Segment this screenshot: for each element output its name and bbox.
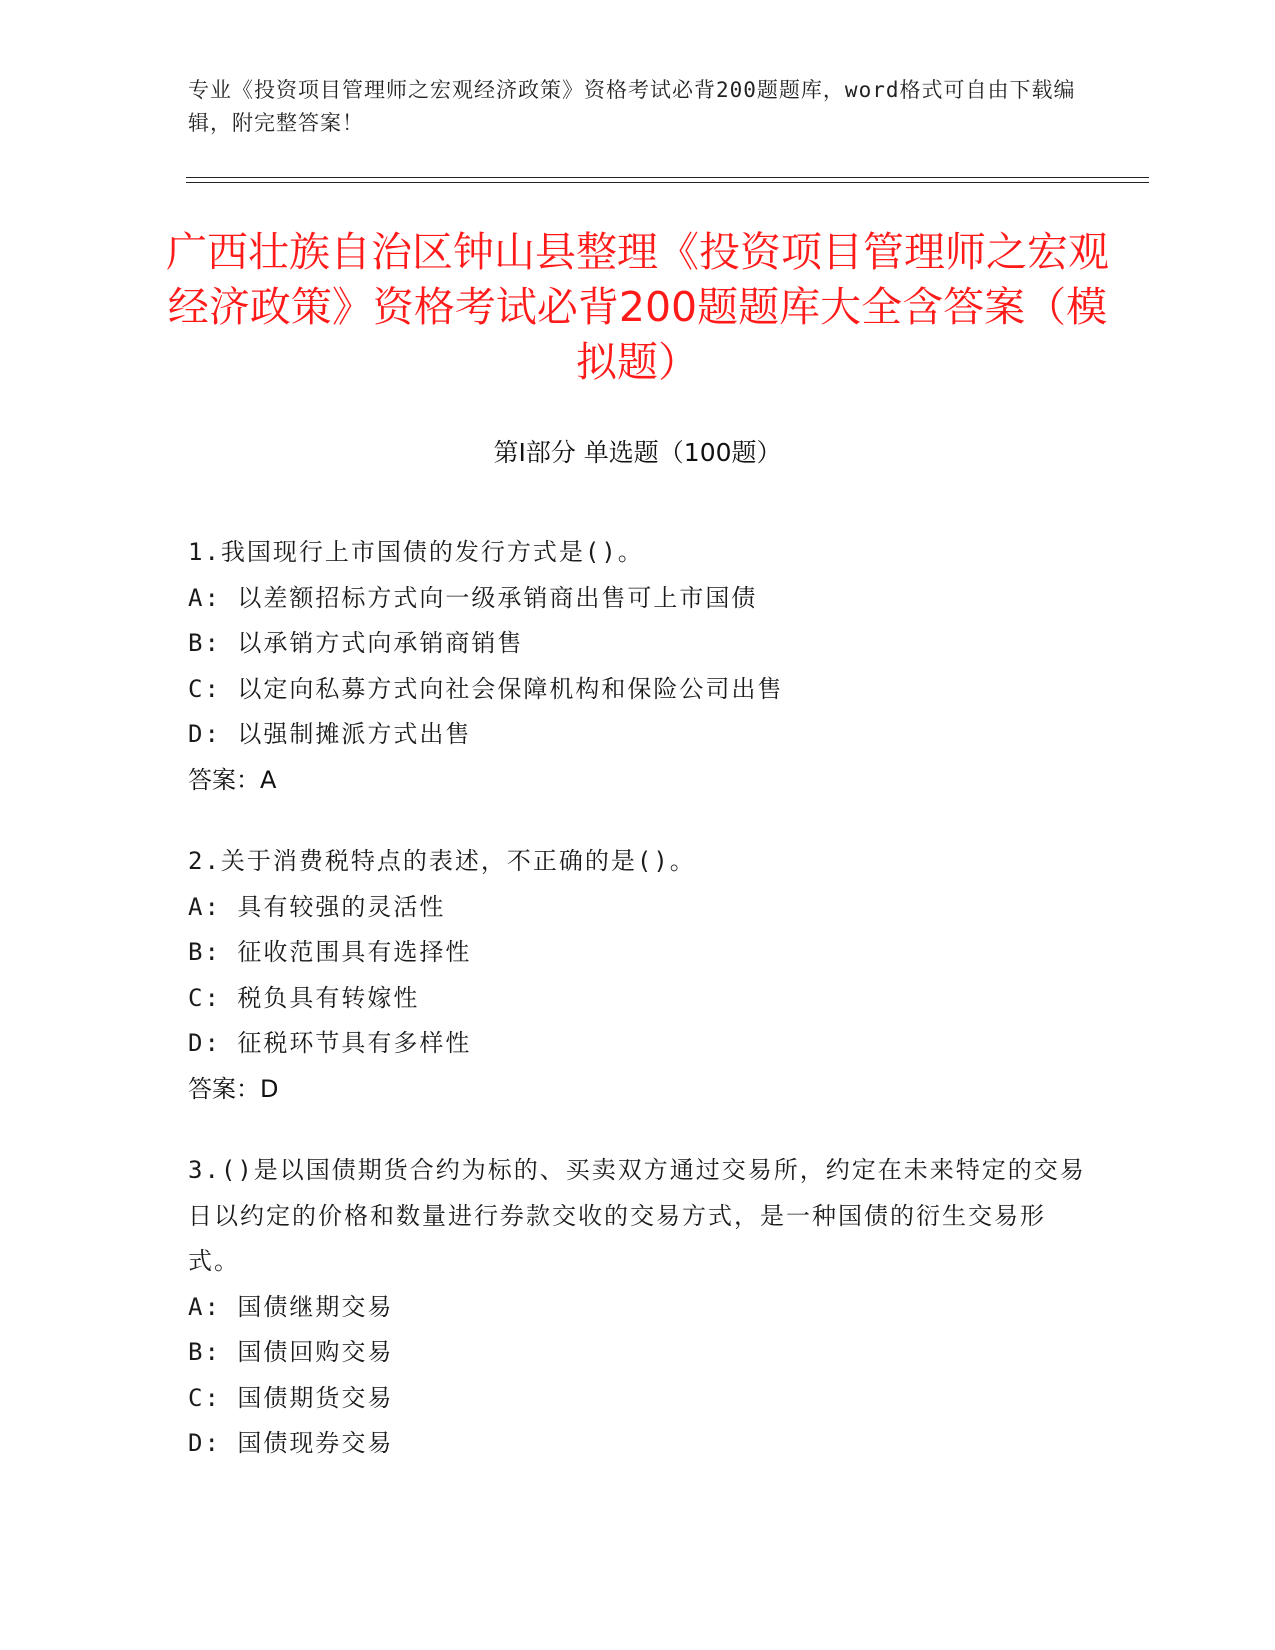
header-rule-bottom — [186, 182, 1149, 183]
option-d: D: 国债现券交易 — [188, 1429, 394, 1457]
question-list — [188, 530, 1088, 1503]
header-note: 专业《投资项目管理师之宏观经济政策》资格考试必背200题题库，word格式可自由下载编辑，附完整答案！ — [188, 78, 1076, 135]
option-c: C: 税负具有转嫁性 — [188, 983, 420, 1012]
answer: 答案：D — [188, 1074, 279, 1103]
option-d: D: 以强制摊派方式出售 — [188, 720, 472, 748]
option-a: A: 具有较强的灵活性 — [188, 892, 446, 921]
document-title: 广西壮族自治区钟山县整理《投资项目管理师之宏观经济政策》资格考试必背200题题库大全含答案（模拟题） — [166, 228, 1109, 386]
question-1 — [188, 530, 1088, 803]
question-stem: 2.关于消费税特点的表述，不正确的是()。 — [188, 847, 696, 875]
option-b: B: 以承销方式向承销商销售 — [188, 629, 524, 657]
question-3 — [188, 1148, 1088, 1467]
question-stem: 3.()是以国债期货合约为标的、买卖双方通过交易所，约定在未来特定的交易日以约定的价格和数量进行券款交收的交易方式，是一种国债的衍生交易形式。 — [188, 1156, 1086, 1275]
section-title: 第I部分 单选题（100题） — [493, 438, 782, 467]
option-a: A: 以差额招标方式向一级承销商出售可上市国债 — [188, 583, 758, 612]
option-c: C: 国债期货交易 — [188, 1383, 394, 1412]
header-rule-top — [186, 177, 1149, 178]
option-c: C: 以定向私募方式向社会保障机构和保险公司出售 — [188, 674, 784, 703]
answer: 答案：A — [188, 765, 277, 794]
option-b: B: 征收范围具有选择性 — [188, 938, 472, 966]
question-2 — [188, 839, 1088, 1112]
option-a: A: 国债继期交易 — [188, 1292, 394, 1321]
option-d: D: 征税环节具有多样性 — [188, 1029, 472, 1057]
question-stem: 1.我国现行上市国债的发行方式是()。 — [188, 538, 644, 566]
option-b: B: 国债回购交易 — [188, 1338, 394, 1366]
